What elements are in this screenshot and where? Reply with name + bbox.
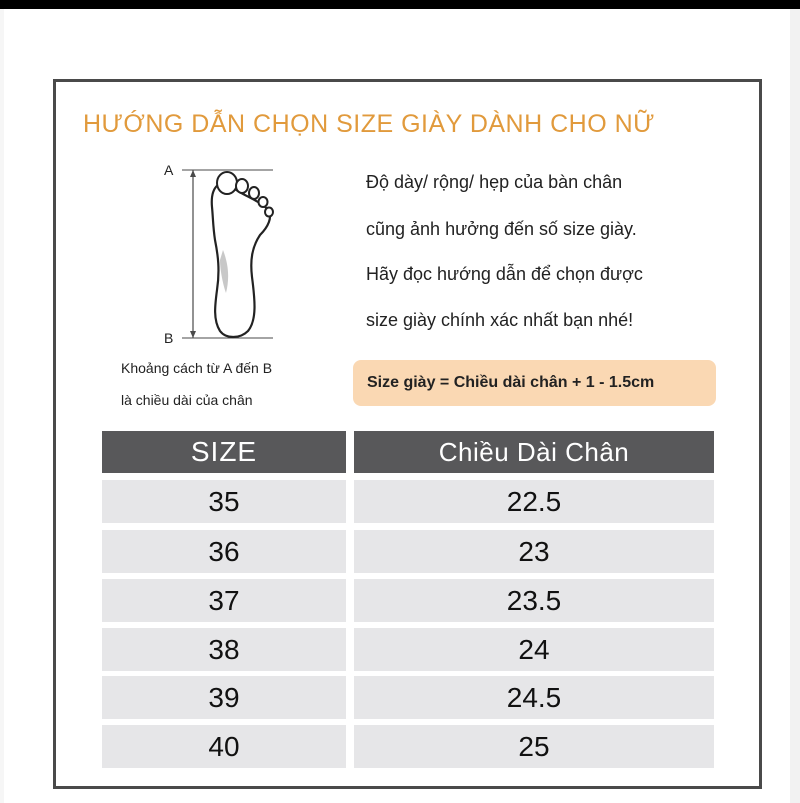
foot-diagram bbox=[160, 155, 290, 345]
arrow-bottom bbox=[190, 331, 196, 338]
table-cell-size: 38 bbox=[102, 628, 346, 671]
arrow-top bbox=[190, 170, 196, 177]
description-line: cũng ảnh hưởng đến số size giày. bbox=[366, 219, 637, 239]
left-edge bbox=[0, 9, 4, 803]
top-bar bbox=[0, 0, 800, 9]
toe-5-icon bbox=[265, 208, 273, 217]
toe-4-icon bbox=[259, 197, 268, 207]
table-cell-length: 24 bbox=[354, 628, 714, 671]
description-line: Độ dày/ rộng/ hẹp của bàn chân bbox=[366, 172, 623, 192]
right-edge bbox=[790, 9, 800, 803]
diagram-caption-line2: là chiều dài của chân bbox=[121, 392, 253, 408]
table-cell-length: 23.5 bbox=[354, 579, 714, 622]
table-cell-length: 25 bbox=[354, 725, 714, 768]
guide-title: HƯỚNG DẪN CHỌN SIZE GIÀY DÀNH CHO NỮ bbox=[83, 110, 656, 138]
table-cell-size: 40 bbox=[102, 725, 346, 768]
table-cell-size: 36 bbox=[102, 530, 346, 573]
table-cell-size: 35 bbox=[102, 480, 346, 523]
toe-2-icon bbox=[236, 179, 248, 193]
table-cell-length: 23 bbox=[354, 530, 714, 573]
table-header-foot-length: Chiều Dài Chân bbox=[354, 431, 714, 473]
table-cell-length: 24.5 bbox=[354, 676, 714, 719]
label-b: B bbox=[164, 330, 174, 345]
diagram-caption-line1: Khoảng cách từ A đến B bbox=[121, 360, 273, 376]
description-line: Hãy đọc hướng dẫn để chọn được bbox=[366, 264, 643, 284]
table-cell-length: 22.5 bbox=[354, 480, 714, 523]
table-cell-size: 37 bbox=[102, 579, 346, 622]
description-line: size giày chính xác nhất bạn nhé! bbox=[366, 310, 634, 330]
label-a: A bbox=[164, 162, 174, 178]
size-formula: Size giày = Chiều dài chân + 1 - 1.5cm bbox=[353, 360, 716, 406]
table-header-size: SIZE bbox=[102, 431, 346, 473]
toe-3-icon bbox=[249, 187, 259, 199]
table-cell-size: 39 bbox=[102, 676, 346, 719]
toe-big-icon bbox=[217, 172, 237, 194]
